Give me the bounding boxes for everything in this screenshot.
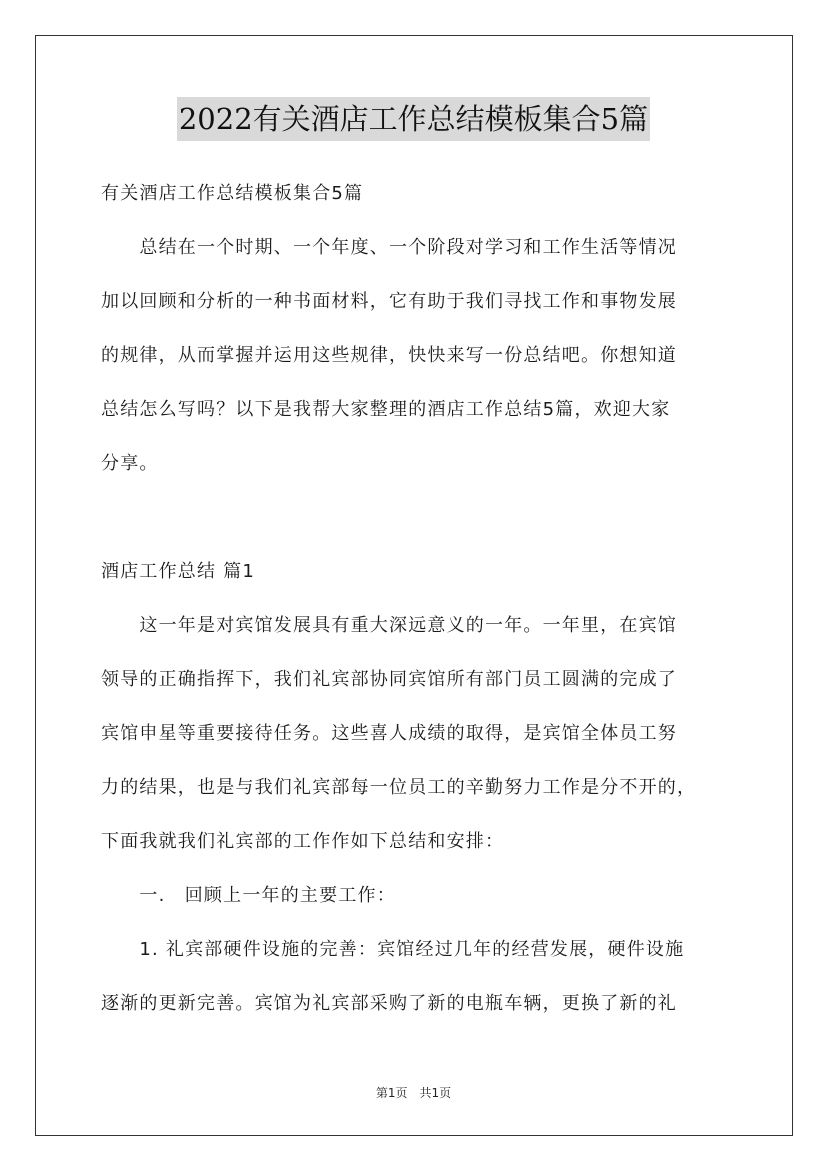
- document-title: 2022有关酒店工作总结模板集合5篇: [177, 97, 650, 141]
- section-line-3: 宾馆申星等重要接待任务。这些喜人成绩的取得，是宾馆全体员工努: [101, 723, 677, 744]
- section-heading: 酒店工作总结 篇1: [101, 561, 255, 582]
- section-line-2: 领导的正确指挥下，我们礼宾部协同宾馆所有部门员工圆满的完成了: [101, 669, 677, 690]
- section-line-8: 逐渐的更新完善。宾馆为礼宾部采购了新的电瓶车辆，更换了新的礼: [101, 993, 677, 1014]
- title-container: [0, 97, 827, 141]
- section-line-4: 力的结果，也是与我们礼宾部每一位员工的辛勤努力工作是分不开的，: [101, 777, 697, 798]
- intro-line-3: 的规律，从而掌握并运用这些规律，快快来写一份总结吧。你想知道: [101, 345, 677, 366]
- section-line-1: 这一年是对宾馆发展具有重大深远意义的一年。一年里，在宾馆: [101, 615, 677, 636]
- intro-line-2: 加以回顾和分析的一种书面材料，它有助于我们寻找工作和事物发展: [101, 291, 677, 312]
- intro-line-5: 分享。: [101, 453, 159, 474]
- document-subtitle: 有关酒店工作总结模板集合5篇: [101, 183, 364, 204]
- intro-line-4: 总结怎么写吗？以下是我帮大家整理的酒店工作总结5篇，欢迎大家: [101, 399, 671, 420]
- page-footer: [0, 1084, 827, 1101]
- page-number-label: 第1页 共1页: [375, 1086, 452, 1100]
- section-line-6: 一. 回顾上一年的主要工作：: [101, 885, 396, 906]
- section-line-5: 下面我就我们礼宾部的工作作如下总结和安排：: [101, 831, 505, 852]
- intro-line-1: 总结在一个时期、一个年度、一个阶段对学习和工作生活等情况: [101, 237, 677, 258]
- section-line-7: 1. 礼宾部硬件设施的完善：宾馆经过几年的经营发展，硬件设施: [101, 939, 685, 960]
